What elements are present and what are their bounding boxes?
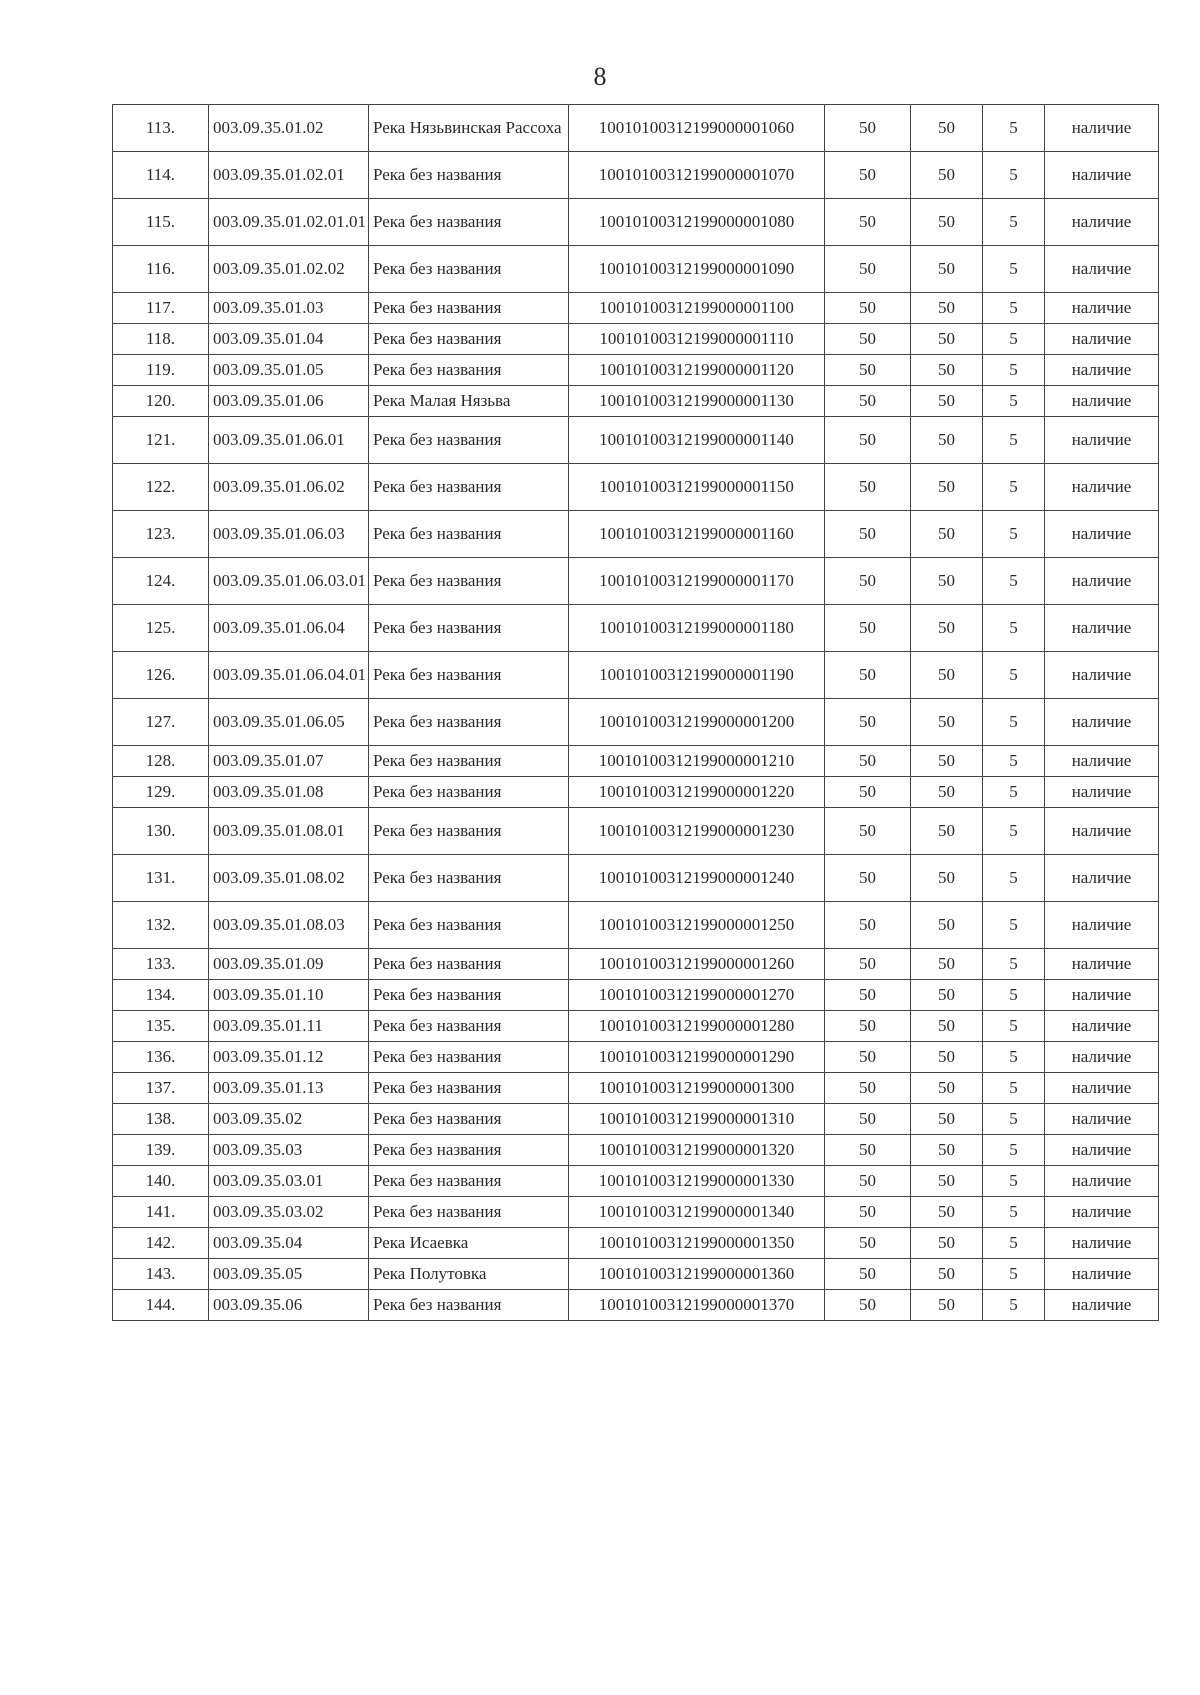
value-1-cell: 50 bbox=[825, 746, 911, 777]
registry-code-cell: 10010100312199000001350 bbox=[569, 1228, 825, 1259]
value-2-cell: 50 bbox=[911, 652, 983, 699]
value-1-cell: 50 bbox=[825, 777, 911, 808]
value-2-cell: 50 bbox=[911, 808, 983, 855]
status-cell: наличие bbox=[1045, 511, 1159, 558]
row-number-cell: 123. bbox=[113, 511, 209, 558]
object-name-cell: Река Полутовка bbox=[369, 1259, 569, 1290]
table-row bbox=[113, 152, 1159, 199]
table-row bbox=[113, 1197, 1159, 1228]
status-cell: наличие bbox=[1045, 1259, 1159, 1290]
row-number-cell: 113. bbox=[113, 105, 209, 152]
object-name-cell: Река без названия bbox=[369, 902, 569, 949]
object-name-cell: Река без названия bbox=[369, 808, 569, 855]
object-name-cell: Река без названия bbox=[369, 1166, 569, 1197]
object-code-cell: 003.09.35.01.06.01 bbox=[209, 417, 369, 464]
value-3-cell: 5 bbox=[983, 1135, 1045, 1166]
table-row bbox=[113, 980, 1159, 1011]
value-1-cell: 50 bbox=[825, 1259, 911, 1290]
value-1-cell: 50 bbox=[825, 652, 911, 699]
value-2-cell: 50 bbox=[911, 1135, 983, 1166]
status-cell: наличие bbox=[1045, 777, 1159, 808]
table-row bbox=[113, 605, 1159, 652]
registry-code-cell: 10010100312199000001300 bbox=[569, 1073, 825, 1104]
object-code-cell: 003.09.35.01.07 bbox=[209, 746, 369, 777]
value-3-cell: 5 bbox=[983, 1197, 1045, 1228]
value-2-cell: 50 bbox=[911, 199, 983, 246]
registry-code-cell: 10010100312199000001140 bbox=[569, 417, 825, 464]
object-code-cell: 003.09.35.01.06.05 bbox=[209, 699, 369, 746]
status-cell: наличие bbox=[1045, 324, 1159, 355]
status-cell: наличие bbox=[1045, 746, 1159, 777]
object-code-cell: 003.09.35.01.12 bbox=[209, 1042, 369, 1073]
table-row bbox=[113, 746, 1159, 777]
value-1-cell: 50 bbox=[825, 855, 911, 902]
status-cell: наличие bbox=[1045, 902, 1159, 949]
status-cell: наличие bbox=[1045, 246, 1159, 293]
table-row bbox=[113, 1228, 1159, 1259]
value-3-cell: 5 bbox=[983, 199, 1045, 246]
registry-code-cell: 10010100312199000001190 bbox=[569, 652, 825, 699]
row-number-cell: 124. bbox=[113, 558, 209, 605]
status-cell: наличие bbox=[1045, 1166, 1159, 1197]
object-code-cell: 003.09.35.01.06 bbox=[209, 386, 369, 417]
value-2-cell: 50 bbox=[911, 855, 983, 902]
value-2-cell: 50 bbox=[911, 293, 983, 324]
table-row bbox=[113, 558, 1159, 605]
value-2-cell: 50 bbox=[911, 1104, 983, 1135]
value-3-cell: 5 bbox=[983, 417, 1045, 464]
status-cell: наличие bbox=[1045, 605, 1159, 652]
status-cell: наличие bbox=[1045, 652, 1159, 699]
object-code-cell: 003.09.35.01.08.02 bbox=[209, 855, 369, 902]
row-number-cell: 136. bbox=[113, 1042, 209, 1073]
registry-code-cell: 10010100312199000001170 bbox=[569, 558, 825, 605]
value-2-cell: 50 bbox=[911, 746, 983, 777]
value-3-cell: 5 bbox=[983, 1011, 1045, 1042]
object-code-cell: 003.09.35.01.06.03 bbox=[209, 511, 369, 558]
registry-code-cell: 10010100312199000001120 bbox=[569, 355, 825, 386]
row-number-cell: 138. bbox=[113, 1104, 209, 1135]
row-number-cell: 125. bbox=[113, 605, 209, 652]
value-3-cell: 5 bbox=[983, 699, 1045, 746]
value-1-cell: 50 bbox=[825, 1290, 911, 1321]
value-2-cell: 50 bbox=[911, 699, 983, 746]
registry-table bbox=[112, 104, 1159, 1321]
row-number-cell: 128. bbox=[113, 746, 209, 777]
object-name-cell: Река без названия bbox=[369, 1290, 569, 1321]
status-cell: наличие bbox=[1045, 152, 1159, 199]
row-number-cell: 121. bbox=[113, 417, 209, 464]
row-number-cell: 130. bbox=[113, 808, 209, 855]
value-1-cell: 50 bbox=[825, 511, 911, 558]
object-code-cell: 003.09.35.01.05 bbox=[209, 355, 369, 386]
row-number-cell: 122. bbox=[113, 464, 209, 511]
value-2-cell: 50 bbox=[911, 1259, 983, 1290]
status-cell: наличие bbox=[1045, 1135, 1159, 1166]
row-number-cell: 141. bbox=[113, 1197, 209, 1228]
object-name-cell: Река без названия bbox=[369, 746, 569, 777]
value-1-cell: 50 bbox=[825, 464, 911, 511]
table-row bbox=[113, 464, 1159, 511]
table-row bbox=[113, 105, 1159, 152]
value-1-cell: 50 bbox=[825, 417, 911, 464]
object-name-cell: Река без названия bbox=[369, 417, 569, 464]
value-2-cell: 50 bbox=[911, 1290, 983, 1321]
object-name-cell: Река без названия bbox=[369, 511, 569, 558]
registry-code-cell: 10010100312199000001330 bbox=[569, 1166, 825, 1197]
object-code-cell: 003.09.35.01.06.02 bbox=[209, 464, 369, 511]
object-name-cell: Река без названия bbox=[369, 1042, 569, 1073]
registry-code-cell: 10010100312199000001310 bbox=[569, 1104, 825, 1135]
table-row bbox=[113, 652, 1159, 699]
value-1-cell: 50 bbox=[825, 386, 911, 417]
object-code-cell: 003.09.35.01.04 bbox=[209, 324, 369, 355]
object-code-cell: 003.09.35.01.08.01 bbox=[209, 808, 369, 855]
value-1-cell: 50 bbox=[825, 605, 911, 652]
value-2-cell: 50 bbox=[911, 558, 983, 605]
object-name-cell: Река без названия bbox=[369, 199, 569, 246]
value-1-cell: 50 bbox=[825, 699, 911, 746]
object-name-cell: Река без названия bbox=[369, 324, 569, 355]
value-1-cell: 50 bbox=[825, 980, 911, 1011]
row-number-cell: 126. bbox=[113, 652, 209, 699]
object-code-cell: 003.09.35.04 bbox=[209, 1228, 369, 1259]
status-cell: наличие bbox=[1045, 417, 1159, 464]
object-code-cell: 003.09.35.01.06.04.01 bbox=[209, 652, 369, 699]
value-2-cell: 50 bbox=[911, 246, 983, 293]
status-cell: наличие bbox=[1045, 1228, 1159, 1259]
table-row bbox=[113, 1011, 1159, 1042]
object-code-cell: 003.09.35.01.06.04 bbox=[209, 605, 369, 652]
value-1-cell: 50 bbox=[825, 246, 911, 293]
value-2-cell: 50 bbox=[911, 464, 983, 511]
object-name-cell: Река без названия bbox=[369, 1135, 569, 1166]
value-2-cell: 50 bbox=[911, 1228, 983, 1259]
value-2-cell: 50 bbox=[911, 355, 983, 386]
row-number-cell: 140. bbox=[113, 1166, 209, 1197]
value-2-cell: 50 bbox=[911, 417, 983, 464]
registry-code-cell: 10010100312199000001270 bbox=[569, 980, 825, 1011]
value-3-cell: 5 bbox=[983, 949, 1045, 980]
value-3-cell: 5 bbox=[983, 152, 1045, 199]
value-3-cell: 5 bbox=[983, 558, 1045, 605]
table-row bbox=[113, 808, 1159, 855]
registry-code-cell: 10010100312199000001080 bbox=[569, 199, 825, 246]
value-2-cell: 50 bbox=[911, 511, 983, 558]
object-name-cell: Река без названия bbox=[369, 355, 569, 386]
table-row bbox=[113, 1290, 1159, 1321]
table-row bbox=[113, 355, 1159, 386]
value-3-cell: 5 bbox=[983, 777, 1045, 808]
status-cell: наличие bbox=[1045, 980, 1159, 1011]
value-1-cell: 50 bbox=[825, 1135, 911, 1166]
value-3-cell: 5 bbox=[983, 652, 1045, 699]
status-cell: наличие bbox=[1045, 1073, 1159, 1104]
value-3-cell: 5 bbox=[983, 1228, 1045, 1259]
registry-code-cell: 10010100312199000001060 bbox=[569, 105, 825, 152]
value-1-cell: 50 bbox=[825, 105, 911, 152]
object-name-cell: Река Нязьвинская Рассоха bbox=[369, 105, 569, 152]
value-3-cell: 5 bbox=[983, 246, 1045, 293]
object-code-cell: 003.09.35.01.02.02 bbox=[209, 246, 369, 293]
object-code-cell: 003.09.35.01.11 bbox=[209, 1011, 369, 1042]
object-name-cell: Река без названия bbox=[369, 558, 569, 605]
value-3-cell: 5 bbox=[983, 746, 1045, 777]
row-number-cell: 134. bbox=[113, 980, 209, 1011]
row-number-cell: 131. bbox=[113, 855, 209, 902]
registry-code-cell: 10010100312199000001370 bbox=[569, 1290, 825, 1321]
row-number-cell: 144. bbox=[113, 1290, 209, 1321]
row-number-cell: 119. bbox=[113, 355, 209, 386]
object-name-cell: Река без названия bbox=[369, 293, 569, 324]
object-name-cell: Река без названия bbox=[369, 605, 569, 652]
value-1-cell: 50 bbox=[825, 152, 911, 199]
table-row bbox=[113, 1073, 1159, 1104]
row-number-cell: 143. bbox=[113, 1259, 209, 1290]
value-1-cell: 50 bbox=[825, 902, 911, 949]
value-1-cell: 50 bbox=[825, 1166, 911, 1197]
value-2-cell: 50 bbox=[911, 605, 983, 652]
status-cell: наличие bbox=[1045, 949, 1159, 980]
object-code-cell: 003.09.35.01.02.01 bbox=[209, 152, 369, 199]
value-3-cell: 5 bbox=[983, 1290, 1045, 1321]
table-row bbox=[113, 293, 1159, 324]
table-row bbox=[113, 246, 1159, 293]
status-cell: наличие bbox=[1045, 1104, 1159, 1135]
value-3-cell: 5 bbox=[983, 293, 1045, 324]
registry-table-body bbox=[113, 105, 1159, 1321]
value-1-cell: 50 bbox=[825, 808, 911, 855]
table-row bbox=[113, 511, 1159, 558]
registry-code-cell: 10010100312199000001150 bbox=[569, 464, 825, 511]
value-3-cell: 5 bbox=[983, 1042, 1045, 1073]
value-1-cell: 50 bbox=[825, 1073, 911, 1104]
registry-code-cell: 10010100312199000001070 bbox=[569, 152, 825, 199]
value-3-cell: 5 bbox=[983, 980, 1045, 1011]
page-number: 8 bbox=[593, 62, 607, 91]
object-name-cell: Река Малая Нязьва bbox=[369, 386, 569, 417]
value-2-cell: 50 bbox=[911, 1197, 983, 1228]
value-2-cell: 50 bbox=[911, 902, 983, 949]
object-name-cell: Река без названия bbox=[369, 1011, 569, 1042]
object-code-cell: 003.09.35.03.01 bbox=[209, 1166, 369, 1197]
row-number-cell: 127. bbox=[113, 699, 209, 746]
row-number-cell: 137. bbox=[113, 1073, 209, 1104]
row-number-cell: 139. bbox=[113, 1135, 209, 1166]
object-name-cell: Река без названия bbox=[369, 855, 569, 902]
object-name-cell: Река Исаевка bbox=[369, 1228, 569, 1259]
value-1-cell: 50 bbox=[825, 293, 911, 324]
value-2-cell: 50 bbox=[911, 386, 983, 417]
status-cell: наличие bbox=[1045, 808, 1159, 855]
status-cell: наличие bbox=[1045, 1290, 1159, 1321]
object-name-cell: Река без названия bbox=[369, 246, 569, 293]
object-name-cell: Река без названия bbox=[369, 1073, 569, 1104]
row-number-cell: 142. bbox=[113, 1228, 209, 1259]
object-name-cell: Река без названия bbox=[369, 980, 569, 1011]
object-code-cell: 003.09.35.01.09 bbox=[209, 949, 369, 980]
status-cell: наличие bbox=[1045, 355, 1159, 386]
registry-code-cell: 10010100312199000001090 bbox=[569, 246, 825, 293]
object-name-cell: Река без названия bbox=[369, 152, 569, 199]
value-1-cell: 50 bbox=[825, 949, 911, 980]
value-2-cell: 50 bbox=[911, 980, 983, 1011]
status-cell: наличие bbox=[1045, 199, 1159, 246]
registry-code-cell: 10010100312199000001110 bbox=[569, 324, 825, 355]
status-cell: наличие bbox=[1045, 699, 1159, 746]
table-row bbox=[113, 199, 1159, 246]
value-3-cell: 5 bbox=[983, 808, 1045, 855]
object-name-cell: Река без названия bbox=[369, 949, 569, 980]
value-3-cell: 5 bbox=[983, 902, 1045, 949]
status-cell: наличие bbox=[1045, 105, 1159, 152]
row-number-cell: 115. bbox=[113, 199, 209, 246]
value-2-cell: 50 bbox=[911, 777, 983, 808]
status-cell: наличие bbox=[1045, 1011, 1159, 1042]
registry-code-cell: 10010100312199000001340 bbox=[569, 1197, 825, 1228]
registry-code-cell: 10010100312199000001160 bbox=[569, 511, 825, 558]
value-1-cell: 50 bbox=[825, 1228, 911, 1259]
value-2-cell: 50 bbox=[911, 1073, 983, 1104]
registry-code-cell: 10010100312199000001240 bbox=[569, 855, 825, 902]
value-2-cell: 50 bbox=[911, 105, 983, 152]
table-row bbox=[113, 324, 1159, 355]
table-row bbox=[113, 1259, 1159, 1290]
registry-code-cell: 10010100312199000001230 bbox=[569, 808, 825, 855]
object-code-cell: 003.09.35.01.02.01.01 bbox=[209, 199, 369, 246]
registry-code-cell: 10010100312199000001250 bbox=[569, 902, 825, 949]
table-row bbox=[113, 777, 1159, 808]
value-3-cell: 5 bbox=[983, 464, 1045, 511]
row-number-cell: 133. bbox=[113, 949, 209, 980]
value-1-cell: 50 bbox=[825, 1042, 911, 1073]
value-2-cell: 50 bbox=[911, 1166, 983, 1197]
row-number-cell: 129. bbox=[113, 777, 209, 808]
registry-code-cell: 10010100312199000001210 bbox=[569, 746, 825, 777]
object-name-cell: Река без названия bbox=[369, 464, 569, 511]
registry-code-cell: 10010100312199000001280 bbox=[569, 1011, 825, 1042]
value-1-cell: 50 bbox=[825, 355, 911, 386]
value-3-cell: 5 bbox=[983, 605, 1045, 652]
value-3-cell: 5 bbox=[983, 324, 1045, 355]
object-code-cell: 003.09.35.01.10 bbox=[209, 980, 369, 1011]
object-code-cell: 003.09.35.01.06.03.01 bbox=[209, 558, 369, 605]
object-name-cell: Река без названия bbox=[369, 1104, 569, 1135]
object-name-cell: Река без названия bbox=[369, 777, 569, 808]
value-3-cell: 5 bbox=[983, 386, 1045, 417]
registry-code-cell: 10010100312199000001260 bbox=[569, 949, 825, 980]
table-row bbox=[113, 1104, 1159, 1135]
table-row bbox=[113, 1135, 1159, 1166]
value-3-cell: 5 bbox=[983, 105, 1045, 152]
row-number-cell: 132. bbox=[113, 902, 209, 949]
registry-code-cell: 10010100312199000001180 bbox=[569, 605, 825, 652]
object-code-cell: 003.09.35.02 bbox=[209, 1104, 369, 1135]
object-code-cell: 003.09.35.01.13 bbox=[209, 1073, 369, 1104]
value-2-cell: 50 bbox=[911, 1042, 983, 1073]
status-cell: наличие bbox=[1045, 1042, 1159, 1073]
table-row bbox=[113, 699, 1159, 746]
table-row bbox=[113, 386, 1159, 417]
table-row bbox=[113, 1042, 1159, 1073]
row-number-cell: 118. bbox=[113, 324, 209, 355]
object-code-cell: 003.09.35.03.02 bbox=[209, 1197, 369, 1228]
value-3-cell: 5 bbox=[983, 1073, 1045, 1104]
status-cell: наличие bbox=[1045, 464, 1159, 511]
value-3-cell: 5 bbox=[983, 1166, 1045, 1197]
value-3-cell: 5 bbox=[983, 511, 1045, 558]
status-cell: наличие bbox=[1045, 386, 1159, 417]
table-row bbox=[113, 855, 1159, 902]
object-code-cell: 003.09.35.01.03 bbox=[209, 293, 369, 324]
table-row bbox=[113, 949, 1159, 980]
object-code-cell: 003.09.35.03 bbox=[209, 1135, 369, 1166]
value-2-cell: 50 bbox=[911, 152, 983, 199]
object-code-cell: 003.09.35.01.08.03 bbox=[209, 902, 369, 949]
value-1-cell: 50 bbox=[825, 1197, 911, 1228]
value-1-cell: 50 bbox=[825, 199, 911, 246]
registry-code-cell: 10010100312199000001290 bbox=[569, 1042, 825, 1073]
registry-code-cell: 10010100312199000001130 bbox=[569, 386, 825, 417]
table-row bbox=[113, 1166, 1159, 1197]
value-3-cell: 5 bbox=[983, 1104, 1045, 1135]
table-row bbox=[113, 417, 1159, 464]
value-1-cell: 50 bbox=[825, 558, 911, 605]
status-cell: наличие bbox=[1045, 1197, 1159, 1228]
status-cell: наличие bbox=[1045, 855, 1159, 902]
object-name-cell: Река без названия bbox=[369, 652, 569, 699]
value-1-cell: 50 bbox=[825, 1104, 911, 1135]
value-2-cell: 50 bbox=[911, 1011, 983, 1042]
value-1-cell: 50 bbox=[825, 1011, 911, 1042]
status-cell: наличие bbox=[1045, 558, 1159, 605]
registry-code-cell: 10010100312199000001200 bbox=[569, 699, 825, 746]
object-code-cell: 003.09.35.06 bbox=[209, 1290, 369, 1321]
value-1-cell: 50 bbox=[825, 324, 911, 355]
object-code-cell: 003.09.35.01.02 bbox=[209, 105, 369, 152]
row-number-cell: 120. bbox=[113, 386, 209, 417]
value-3-cell: 5 bbox=[983, 355, 1045, 386]
status-cell: наличие bbox=[1045, 293, 1159, 324]
registry-code-cell: 10010100312199000001320 bbox=[569, 1135, 825, 1166]
value-2-cell: 50 bbox=[911, 949, 983, 980]
value-3-cell: 5 bbox=[983, 855, 1045, 902]
object-code-cell: 003.09.35.01.08 bbox=[209, 777, 369, 808]
object-name-cell: Река без названия bbox=[369, 699, 569, 746]
row-number-cell: 135. bbox=[113, 1011, 209, 1042]
value-3-cell: 5 bbox=[983, 1259, 1045, 1290]
row-number-cell: 117. bbox=[113, 293, 209, 324]
row-number-cell: 116. bbox=[113, 246, 209, 293]
object-code-cell: 003.09.35.05 bbox=[209, 1259, 369, 1290]
object-name-cell: Река без названия bbox=[369, 1197, 569, 1228]
table-row bbox=[113, 902, 1159, 949]
registry-code-cell: 10010100312199000001100 bbox=[569, 293, 825, 324]
registry-code-cell: 10010100312199000001220 bbox=[569, 777, 825, 808]
registry-code-cell: 10010100312199000001360 bbox=[569, 1259, 825, 1290]
row-number-cell: 114. bbox=[113, 152, 209, 199]
value-2-cell: 50 bbox=[911, 324, 983, 355]
